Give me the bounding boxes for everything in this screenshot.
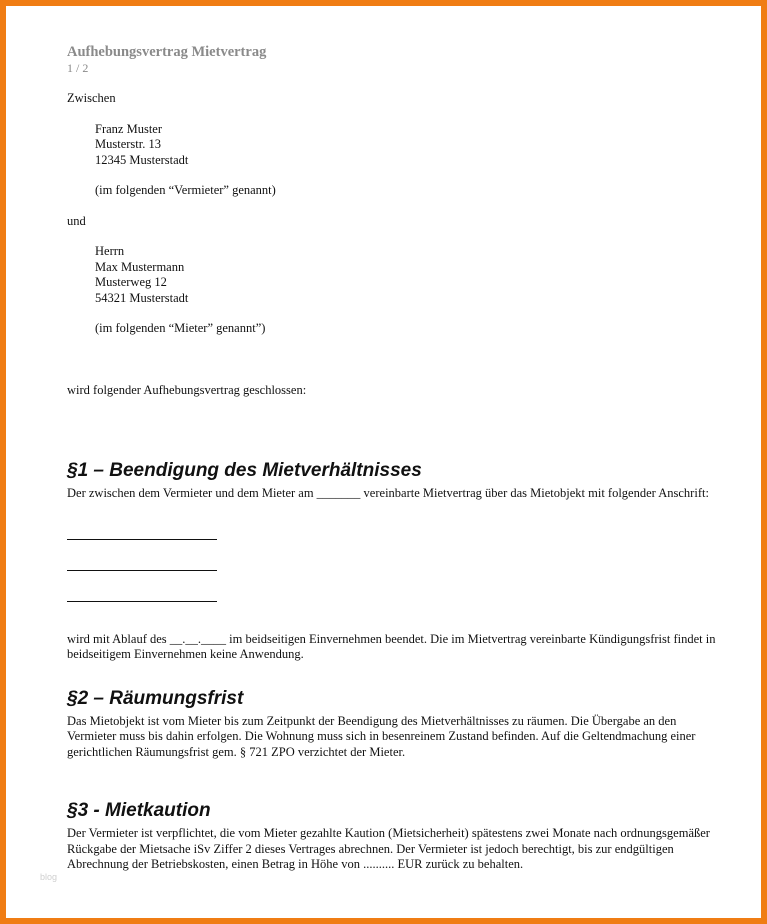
section-1-termination-text: wird mit Ablauf des __.__.____ im beidseitigen Einvernehmen beendet. Die im Mietvertrag vereinbarte Kündigungsfrist findet in beidseitigem Einvernehmen keine Anwendung. [67, 631, 716, 661]
tenant-street: Musterweg 12 [95, 275, 167, 289]
document-title: Aufhebungsvertrag Mietvertrag [67, 44, 267, 60]
landlord-street: Musterstr. 13 [95, 137, 161, 151]
section-3-heading: §3 - Mietkaution [67, 800, 211, 821]
between-text: Zwischen [67, 91, 116, 105]
document-body [67, 44, 727, 873]
section-2-heading: §2 – Räumungsfrist [67, 687, 244, 709]
tenant-salutation: Herrn [95, 244, 125, 258]
section-2-text: Das Mietobjekt ist vom Mieter bis zum Zeitpunkt der Beendigung des Mietverhältnisses zu räumen. Die Übergabe an den Vermieter muss bis dahin erfolgen. Die Wohnung muss sich in besenreinem Zustand befinden. Auf die Geltendmachung einer gerichtlichen Räumungsfrist gem. § 721 ZPO verzichtet der Mieter. [67, 713, 696, 759]
landlord-designation: (im folgenden “Vermieter” genannt) [95, 183, 276, 197]
landlord-address [67, 122, 727, 199]
watermark: blog [40, 872, 58, 882]
landlord-city: 12345 Musterstadt [95, 152, 189, 167]
tenant-city: 54321 Musterstadt [95, 290, 189, 305]
intro-text: wird folgender Aufhebungsvertrag geschlossen: [67, 382, 307, 397]
tenant-address [67, 244, 727, 337]
section-1-heading: §1 – Beendigung des Mietverhältnisses [67, 460, 422, 481]
address-blank-line [67, 587, 217, 602]
section-1-text: Der zwischen dem Vermieter und dem Mieter am _______ vereinbarte Mietvertrag über das Mietobjekt mit folgender Anschrift: [67, 486, 709, 500]
section-3-text: Der Vermieter ist verpflichtet, die vom Mieter gezahlte Kaution (Mietsicherheit) spätestens zwei Monate nach ordnungsgemäßer Rückgabe der Mietsache iSv Ziffer 2 dieses Vertrages abrechnen. Der Vermieter ist jedoch berechtigt, bis zur endgültigen Abrechnung der Betriebskosten, einen Betrag in Höhe von .......... EUR zurück zu behalten. [67, 826, 710, 871]
and-text: und [67, 213, 86, 228]
address-blank-line [67, 525, 217, 540]
tenant-name: Max Mustermann [95, 259, 185, 274]
address-blank-line [67, 556, 217, 571]
landlord-name: Franz Muster [95, 121, 162, 136]
page-indicator: 1 / 2 [67, 61, 89, 75]
tenant-designation: (im folgenden “Mieter” genannt”) [95, 321, 266, 335]
